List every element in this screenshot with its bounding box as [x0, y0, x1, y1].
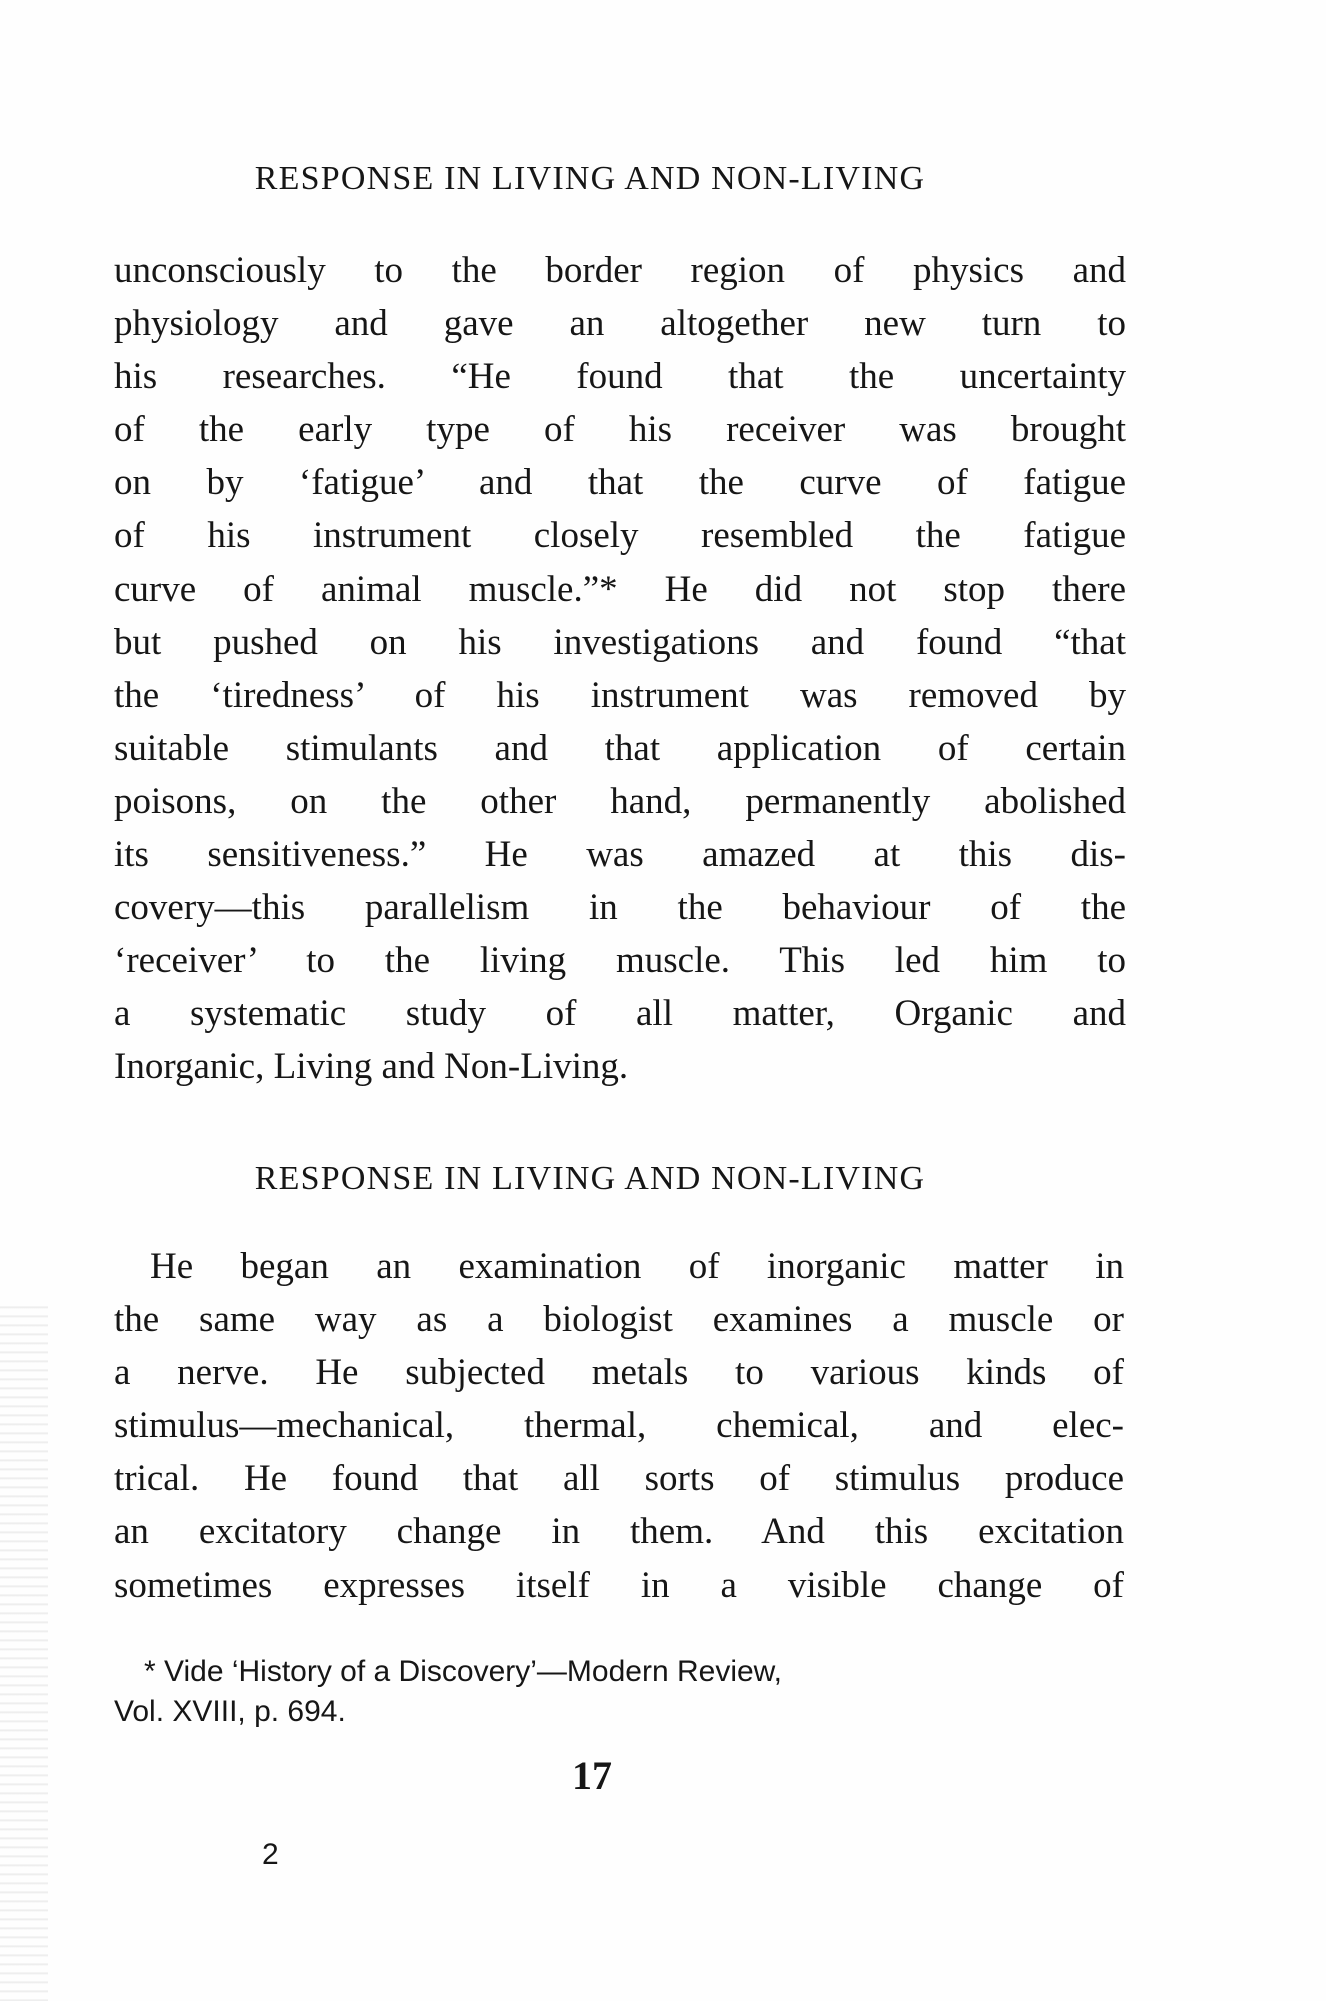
footnote [114, 1652, 1114, 1732]
section-heading: RESPONSE IN LIVING AND NON-LIVING [254, 1160, 926, 1197]
text-line: its sensitiveness.” He was amazed at this dis- [114, 834, 1126, 876]
text-line: a systematic study of all matter, Organic and [114, 993, 1126, 1035]
text-line: poisons, on the other hand, permanently abolished [114, 780, 1126, 822]
text-line: ‘receiver’ to the living muscle. This led him to [114, 940, 1126, 982]
footnote-line: Vol. XVIII, p. 694. [114, 1695, 346, 1728]
text-line: a nerve. He subjected metals to various kinds of [114, 1352, 1124, 1394]
text-line: but pushed on his investigations and found “that [114, 621, 1126, 663]
text-line: trical. He found that all sorts of stimulus produce [114, 1458, 1124, 1500]
text-line: an excitatory change in them. And this excitation [114, 1511, 1124, 1553]
text-line: He began an examination of inorganic matter in [150, 1246, 1124, 1287]
footnote-line: * Vide ‘History of a Discovery’—Modern Review, [144, 1655, 783, 1688]
text-line: on by ‘fatigue’ and that the curve of fatigue [114, 462, 1126, 504]
signature-mark: 2 [262, 1838, 279, 1871]
text-line: his researches. “He found that the uncertainty [114, 356, 1126, 398]
text-line: unconsciously to the border region of physics and [114, 250, 1126, 291]
body-paragraph-1 [114, 244, 1126, 1094]
text-line: of his instrument closely resembled the fatigue [114, 515, 1126, 557]
text-line: curve of animal muscle.”* He did not stop there [114, 568, 1126, 610]
text-line: the same way as a biologist examines a muscle or [114, 1299, 1124, 1341]
text-line: physiology and gave an altogether new turn to [114, 303, 1126, 345]
text-line: stimulus—mechanical, thermal, chemical, and elec- [114, 1405, 1124, 1447]
text-line: covery—this parallelism in the behaviour of the [114, 887, 1126, 929]
text-line: sometimes expresses itself in a visible change of [114, 1564, 1124, 1606]
text-line: the ‘tiredness’ of his instrument was removed by [114, 674, 1126, 716]
text-line: Inorganic, Living and Non-Living. [114, 1046, 629, 1088]
text-line: of the early type of his receiver was brought [114, 409, 1126, 451]
page-number: 17 [572, 1753, 612, 1798]
text-line: suitable stimulants and that application of certain [114, 727, 1126, 769]
running-head: RESPONSE IN LIVING AND NON-LIVING [254, 160, 926, 197]
scan-edge-shadow [0, 1300, 48, 2001]
body-paragraph-2 [114, 1240, 1124, 1612]
